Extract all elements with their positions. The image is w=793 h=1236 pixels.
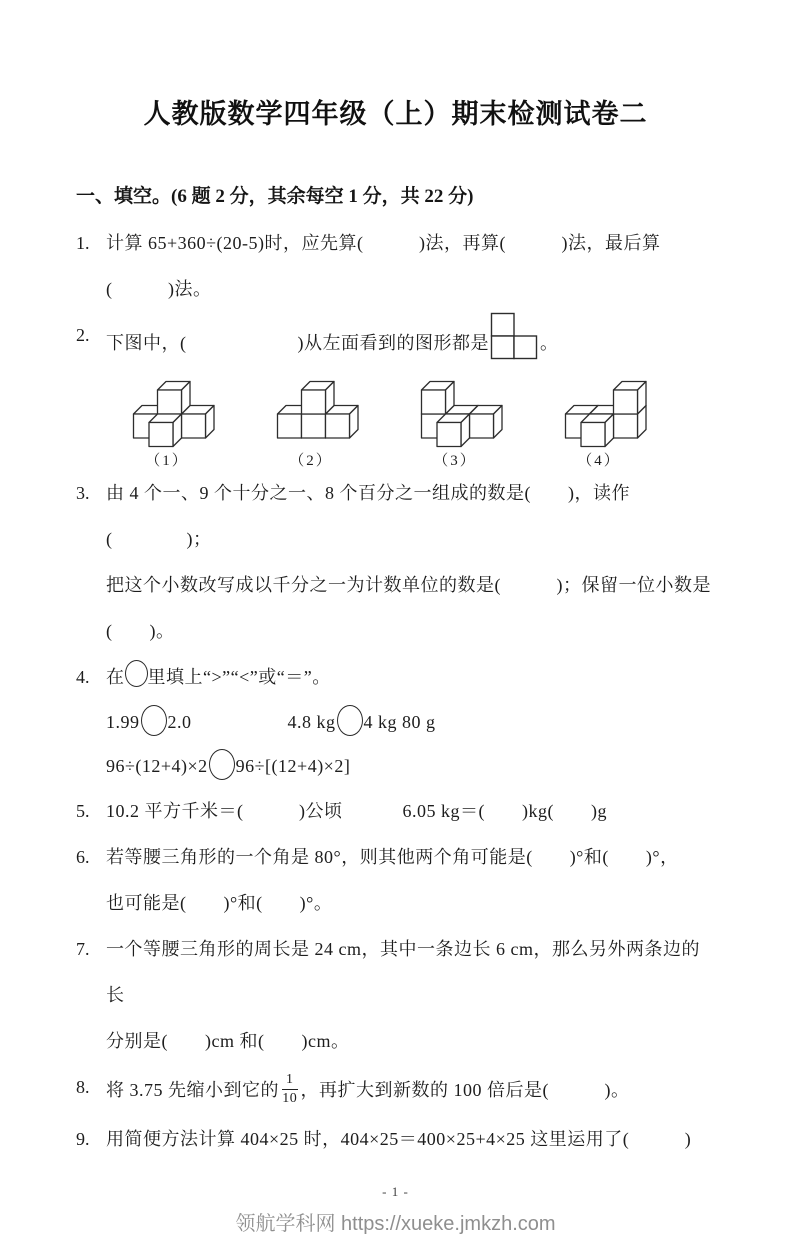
question-4: [76, 654, 715, 788]
question-8-text-after: ，再扩大到新数的 100 倍后是( )。: [300, 1080, 630, 1100]
question-line: 也可能是( )°和( )°。: [106, 893, 333, 913]
fraction-denominator: 10: [282, 1091, 298, 1107]
cube-figure-2-drawing: [262, 371, 360, 451]
comparison-row: [106, 744, 715, 788]
question-line: [106, 312, 715, 366]
cube-figure-1-label: （1）: [145, 453, 189, 469]
cube-figure-2-label: （2）: [289, 453, 333, 469]
compare-left: 1.99: [106, 712, 140, 732]
question-7: [76, 926, 715, 1064]
cube-figure-2: [262, 371, 360, 470]
question-line: 分别是( )cm 和( )cm。: [106, 1031, 350, 1051]
cube-figure-1-drawing: [118, 371, 216, 451]
question-1: [76, 220, 715, 312]
fraction-numerator: 1: [282, 1072, 298, 1090]
question-3-number: 3.: [76, 483, 90, 503]
question-line: [106, 654, 715, 700]
comparison-row: [106, 700, 715, 744]
compare-right: 96÷[(12+4)×2]: [235, 756, 351, 776]
cube-figure-3-label: （3）: [433, 453, 477, 469]
question-line: 若等腰三角形的一个角是 80°，则其他两个角可能是( )°和( )°，: [106, 847, 679, 867]
question-list: [76, 220, 715, 1162]
compare-right: 2.0: [167, 712, 192, 732]
question-5-part-b: 6.05 kg＝( )kg( )g: [402, 801, 607, 821]
question-8: [76, 1064, 715, 1116]
cube-figure-4-label: （4）: [577, 453, 621, 469]
question-9: [76, 1116, 715, 1162]
fraction-one-tenth: [282, 1072, 298, 1107]
watermark-footer: 领航学科网 https://xueke.jmkzh.com: [235, 1213, 556, 1235]
cube-figure-1: [118, 371, 216, 470]
cube-figure-4: [550, 371, 648, 470]
question-line: [106, 788, 715, 834]
question-4-intro-before: 在: [106, 667, 125, 687]
question-4-intro-after: 里填上“>”“<”或“＝”。: [147, 667, 331, 687]
comparison-circle: [125, 660, 148, 687]
comparison-circle: [337, 705, 363, 736]
target-view-shape: [490, 312, 539, 361]
cube-figure-3: [406, 371, 504, 470]
comparison-circle: [209, 749, 235, 780]
question-6-number: 6.: [76, 847, 90, 867]
compare-right: 4 kg 80 g: [363, 712, 436, 732]
section-heading: 一、填空。(6 题 2 分，其余每空 1 分，共 22 分): [76, 186, 474, 207]
comparison-circle: [141, 705, 167, 736]
question-5-number: 5.: [76, 801, 90, 821]
question-6: [76, 834, 715, 926]
compare-left: 4.8 kg: [287, 712, 336, 732]
question-5: [76, 788, 715, 834]
question-line: 由 4 个一、9 个十分之一、8 个百分之一组成的数是( )，读作( )；: [106, 483, 630, 549]
question-8-number: 8.: [76, 1077, 90, 1097]
question-line: [106, 1064, 715, 1116]
question-line: 计算 65+360÷(20-5)时，应先算( )法，再算( )法，最后算: [106, 233, 661, 253]
question-2: [76, 312, 715, 470]
cube-figure-4-drawing: [550, 371, 648, 451]
question-2-text-before: 下图中，( )从左面看到的图形都是: [106, 333, 489, 353]
cube-figures-row: [106, 366, 715, 470]
question-3: [76, 470, 715, 654]
question-8-text-before: 将 3.75 先缩小到它的: [106, 1080, 279, 1100]
question-line: 一个等腰三角形的周长是 24 cm，其中一条边长 6 cm，那么另外两条边的长: [106, 939, 700, 1005]
page-title: 人教版数学四年级（上）期末检测试卷二: [143, 99, 648, 129]
question-2-text-after: 。: [540, 333, 559, 353]
question-line: ( )法。: [106, 279, 212, 299]
question-9-number: 9.: [76, 1129, 90, 1149]
question-line: 用简便方法计算 404×25 时，404×25＝400×25+4×25 这里运用了( ): [106, 1129, 692, 1149]
exam-page: [0, 92, 793, 1235]
cube-figure-3-drawing: [406, 371, 504, 451]
question-1-number: 1.: [76, 233, 90, 253]
question-4-number: 4.: [76, 667, 90, 687]
question-5-part-a: 10.2 平方千米＝( )公顷: [106, 801, 343, 821]
page-number: - 1 -: [382, 1184, 409, 1199]
compare-left: 96÷(12+4)×2: [106, 756, 208, 776]
question-7-number: 7.: [76, 939, 90, 959]
question-line: 把这个小数改写成以千分之一为计数单位的数是( )；保留一位小数是: [106, 575, 711, 595]
question-2-number: 2.: [76, 325, 90, 345]
question-line: ( )。: [106, 621, 175, 641]
